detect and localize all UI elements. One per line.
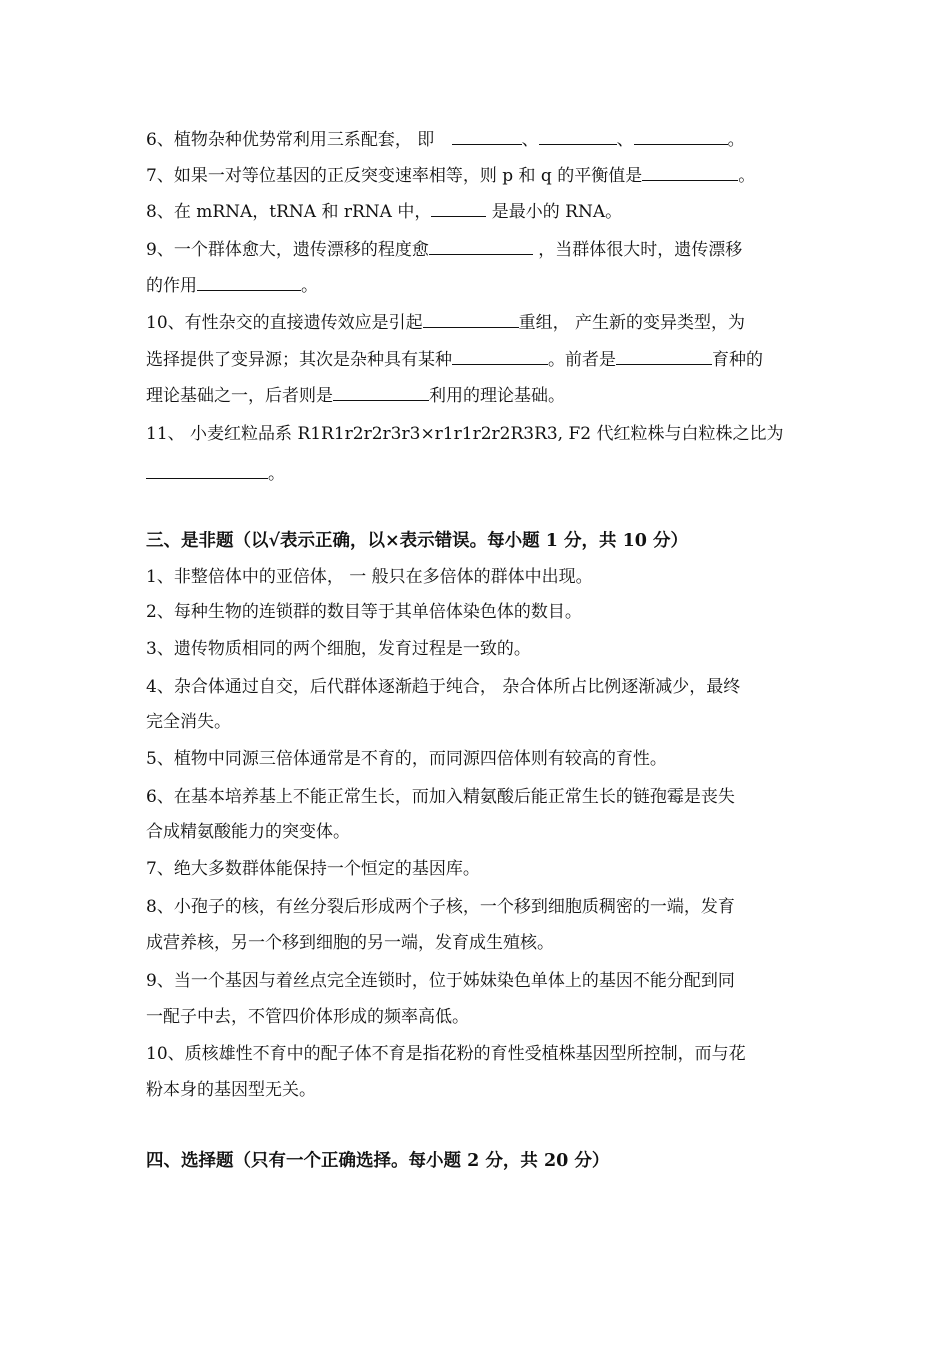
true-false-item: 10、质核雄性不育中的配子体不育是指花粉的育性受植株基因型所控制，而与花 <box>146 1044 746 1064</box>
question-11-line-2: 。 <box>146 462 826 485</box>
question-10-line-1: 10、有性杂交的直接遗传效应是引起 重组， 产生新的变异类型，为 <box>146 313 746 333</box>
question-7: 7、如果一对等位基因的正反突变速率相等，则 p 和 q 的平衡值是 。 <box>146 166 756 186</box>
answer-blank[interactable] <box>431 200 486 217</box>
true-false-item: 2、每种生物的连锁群的数目等于其单倍体染色体的数目。 <box>146 602 582 622</box>
question-11-line-1: 11、 小麦红粒品系 R1R1r2r2r3r3×r1r1r2r2R3R3, F2 代红粒株与白粒株之比为 <box>146 424 784 444</box>
true-false-item: 6、在基本培养基上不能正常生长，而加入精氨酸后能正常生长的链孢霉是丧失 <box>146 787 735 807</box>
true-false-item: 7、绝大多数群体能保持一个恒定的基因库。 <box>146 859 480 879</box>
true-false-item: 1、非整倍体中的亚倍体， 一 般只在多倍体的群体中出现。 <box>146 567 593 587</box>
section-4-heading: 四、选择题（只有一个正确选择。每小题 2 分，共 20 分） <box>146 1151 610 1171</box>
question-9-line-1: 9、一个群体愈大，遗传漂移的程度愈 ，当群体很大时，遗传漂移 <box>146 240 743 260</box>
true-false-item-continued: 一配子中去，不管四价体形成的频率高低。 <box>146 1007 469 1027</box>
answer-blank[interactable] <box>423 311 519 328</box>
answer-blank[interactable] <box>642 164 738 181</box>
question-10-line-3: 理论基础之一，后者则是 利用的理论基础。 <box>146 386 565 406</box>
section-3-heading: 三、是非题（以√表示正确，以×表示错误。每小题 1 分，共 10 分） <box>146 531 689 551</box>
answer-blank[interactable] <box>616 348 712 365</box>
question-8: 8、在 mRNA，tRNA 和 rRNA 中， 是最小的 RNA。 <box>146 202 623 222</box>
answer-blank[interactable] <box>452 348 548 365</box>
true-false-item: 4、杂合体通过自交，后代群体逐渐趋于纯合， 杂合体所占比例逐渐减少，最终 <box>146 677 741 697</box>
true-false-item: 5、植物中同源三倍体通常是不育的，而同源四倍体则有较高的育性。 <box>146 749 667 769</box>
answer-blank[interactable] <box>452 128 522 145</box>
true-false-item: 8、小孢子的核，有丝分裂后形成两个子核，一个移到细胞质稠密的一端，发育 <box>146 897 735 917</box>
true-false-item-continued: 成营养核，另一个移到细胞的另一端，发育成生殖核。 <box>146 933 554 953</box>
answer-blank[interactable] <box>429 238 533 255</box>
question-6: 6、植物杂种优势常利用三系配套， 即 、 、 。 <box>146 130 745 150</box>
question-9-line-2: 的作用 。 <box>146 276 318 296</box>
true-false-item: 3、遗传物质相同的两个细胞，发育过程是一致的。 <box>146 639 531 659</box>
question-10-line-2: 选择提供了变异源；其次是杂种具有某种 。前者是 育种的 <box>146 350 763 370</box>
answer-blank[interactable] <box>539 128 617 145</box>
true-false-item: 9、当一个基因与着丝点完全连锁时，位于姊妹染色单体上的基因不能分配到同 <box>146 971 735 991</box>
true-false-item-continued: 完全消失。 <box>146 712 231 732</box>
answer-blank[interactable] <box>197 274 301 291</box>
true-false-item-continued: 合成精氨酸能力的突变体。 <box>146 822 350 842</box>
true-false-item-continued: 粉本身的基因型无关。 <box>146 1080 316 1100</box>
answer-blank[interactable] <box>333 384 429 401</box>
answer-blank[interactable] <box>634 128 728 145</box>
answer-blank[interactable] <box>146 462 268 479</box>
